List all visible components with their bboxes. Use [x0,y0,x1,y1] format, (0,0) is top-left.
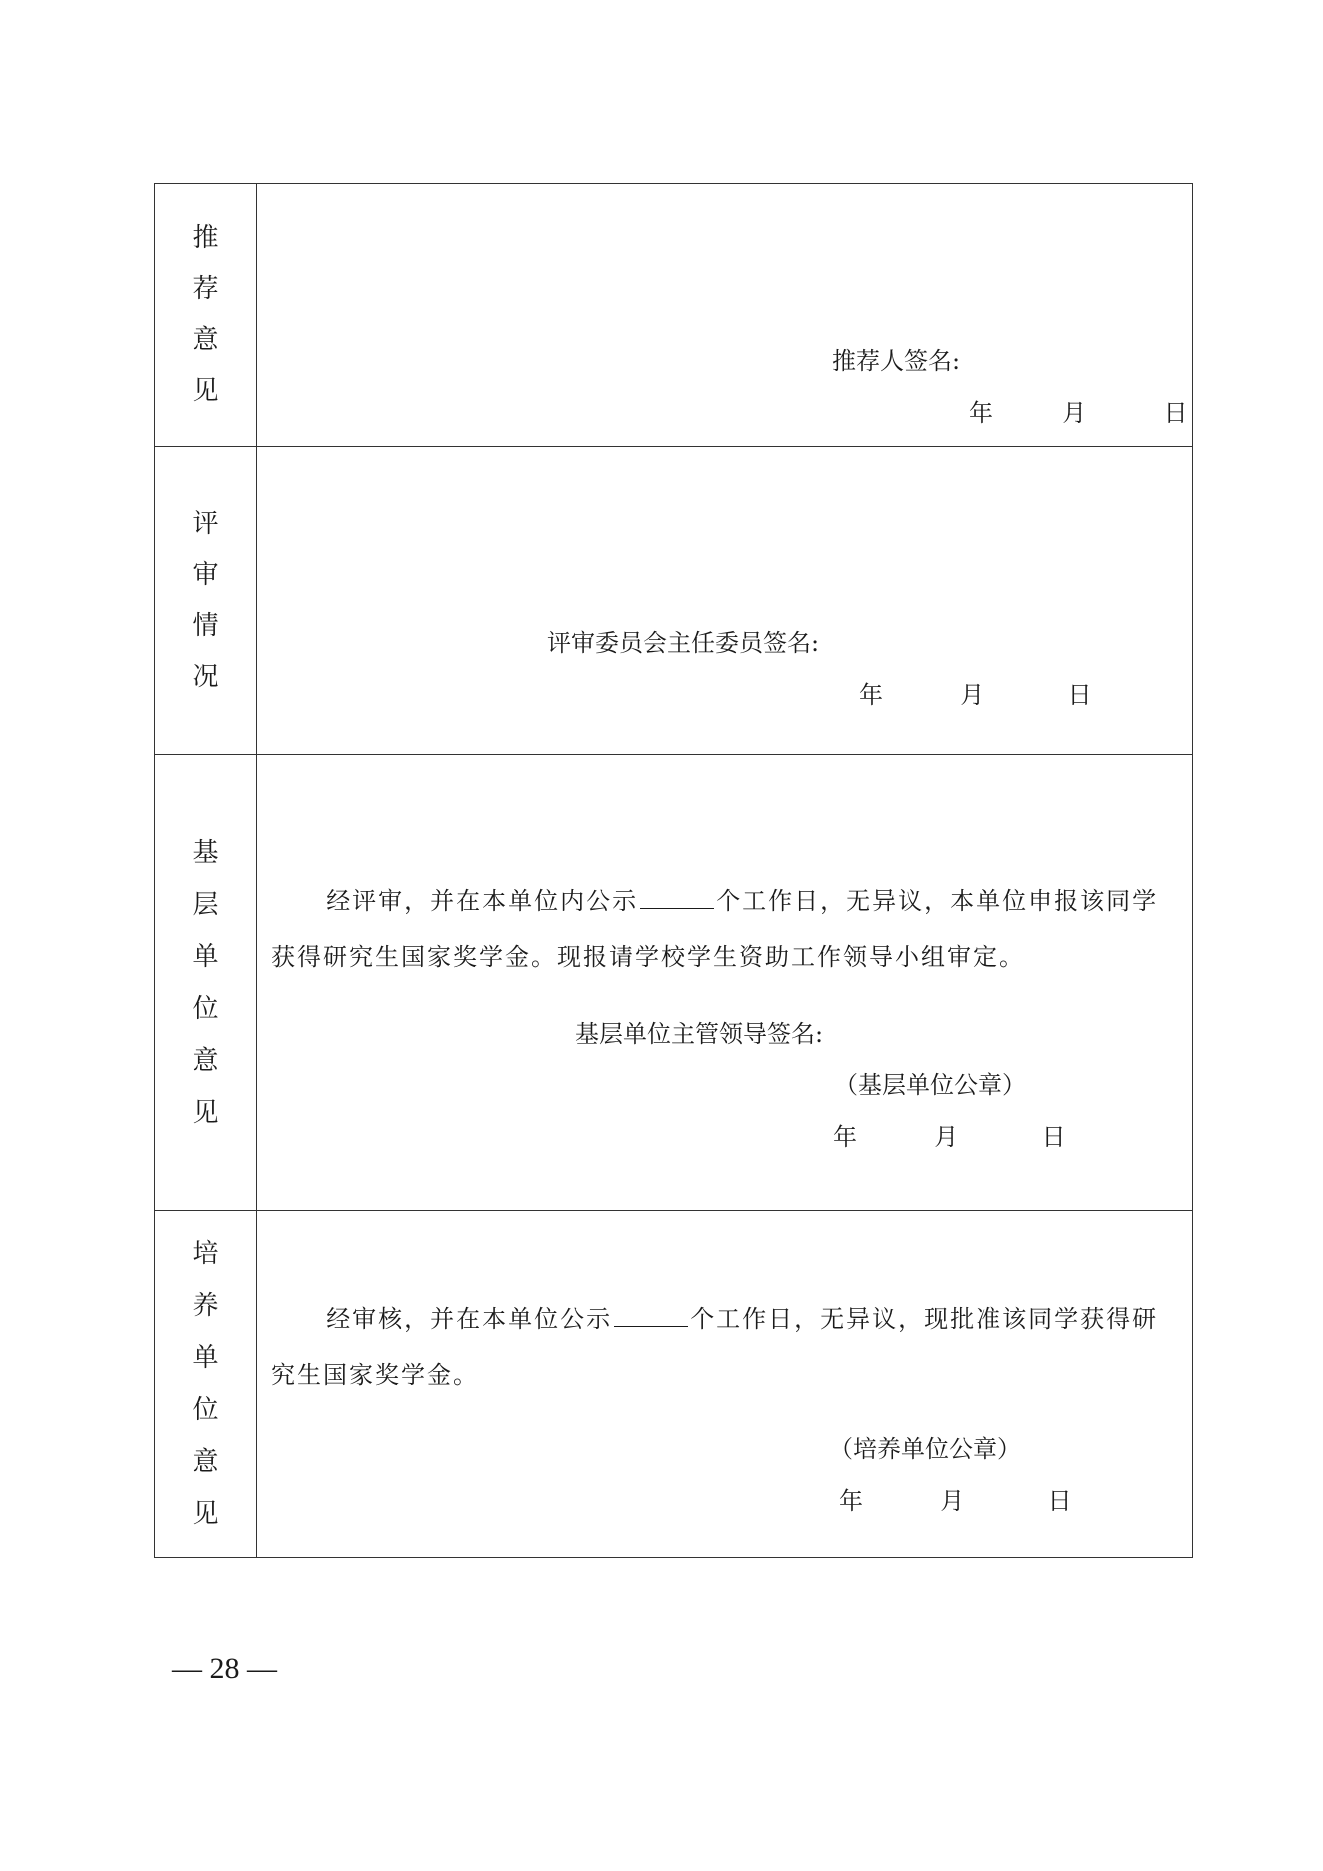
review-body-cell[interactable] [257,447,1193,755]
page-number: — 28 — [172,1652,277,1685]
department-leader-signature-label: 基层单位主管领导签名: [575,1020,824,1048]
department-opinion-label [192,827,218,1139]
label-char: 单 [192,1343,219,1373]
recommender-signature-label: 推荐人签名: [832,347,961,375]
date-month: 月 [960,681,985,709]
department-date [833,1117,1066,1152]
department-label-cell [155,755,257,1211]
training-unit-seal-label: （培养单位公章） [829,1435,1021,1463]
label-char: 审 [192,559,219,590]
label-char: 单 [192,941,219,972]
department-seal-label: （基层单位公章） [834,1071,1026,1099]
label-char: 荐 [192,274,219,304]
label-char: 层 [192,889,219,920]
label-char: 养 [192,1291,219,1321]
scholarship-approval-form [154,183,1193,1558]
label-char: 位 [192,993,219,1024]
date-year: 年 [969,399,993,427]
recommendation-label-cell [155,184,257,447]
label-char: 见 [192,1097,219,1128]
department-opinion-paragraph: 经评审，并在本单位内公示 个工作日，无异议，本单位申报该同学获得研究生国家奖学金。现报请学校学生资助工作领导小组审定。 [271,887,1159,971]
date-month: 月 [1062,399,1087,427]
label-char: 情 [192,610,219,641]
days-blank[interactable] [614,1304,688,1327]
date-year: 年 [833,1123,857,1151]
training-unit-body-cell[interactable] [257,1211,1193,1558]
label-char: 意 [192,325,219,355]
training-unit-opinion-row [155,1211,1193,1558]
recommendation-label [192,213,218,417]
recommendation-row [155,184,1193,447]
label-char: 见 [192,376,219,406]
date-day: 日 [1047,1487,1072,1515]
recommendation-body-cell[interactable] [257,184,1193,447]
review-label-cell [155,447,257,755]
date-day: 日 [1041,1123,1066,1151]
review-row [155,447,1193,755]
department-body-cell[interactable] [257,755,1193,1211]
days-blank[interactable] [640,886,714,909]
date-year: 年 [839,1487,863,1515]
date-month: 月 [940,1487,965,1515]
training-unit-date [839,1481,1072,1516]
label-char: 推 [192,223,219,253]
date-month: 月 [934,1123,959,1151]
date-day: 日 [1067,681,1092,709]
label-char: 意 [192,1447,219,1477]
date-day: 日 [1163,399,1188,427]
label-char: 意 [192,1045,219,1076]
label-char: 见 [192,1499,219,1529]
date-year: 年 [859,681,883,709]
review-date [859,675,1092,710]
training-unit-label-cell [155,1211,257,1558]
label-char: 培 [192,1239,219,1269]
committee-chair-signature-label: 评审委员会主任委员签名: [547,629,820,657]
label-char: 况 [192,661,219,692]
department-opinion-row [155,755,1193,1211]
label-char: 评 [192,508,219,539]
training-unit-opinion-label [192,1228,218,1540]
label-char: 基 [192,837,219,868]
label-char: 位 [192,1395,219,1425]
training-unit-opinion-paragraph: 经审核，并在本单位公示 个工作日，无异议，现批准该同学获得研究生国家奖学金。 [271,1305,1159,1389]
review-label [192,499,218,703]
recommendation-date [969,393,1188,428]
